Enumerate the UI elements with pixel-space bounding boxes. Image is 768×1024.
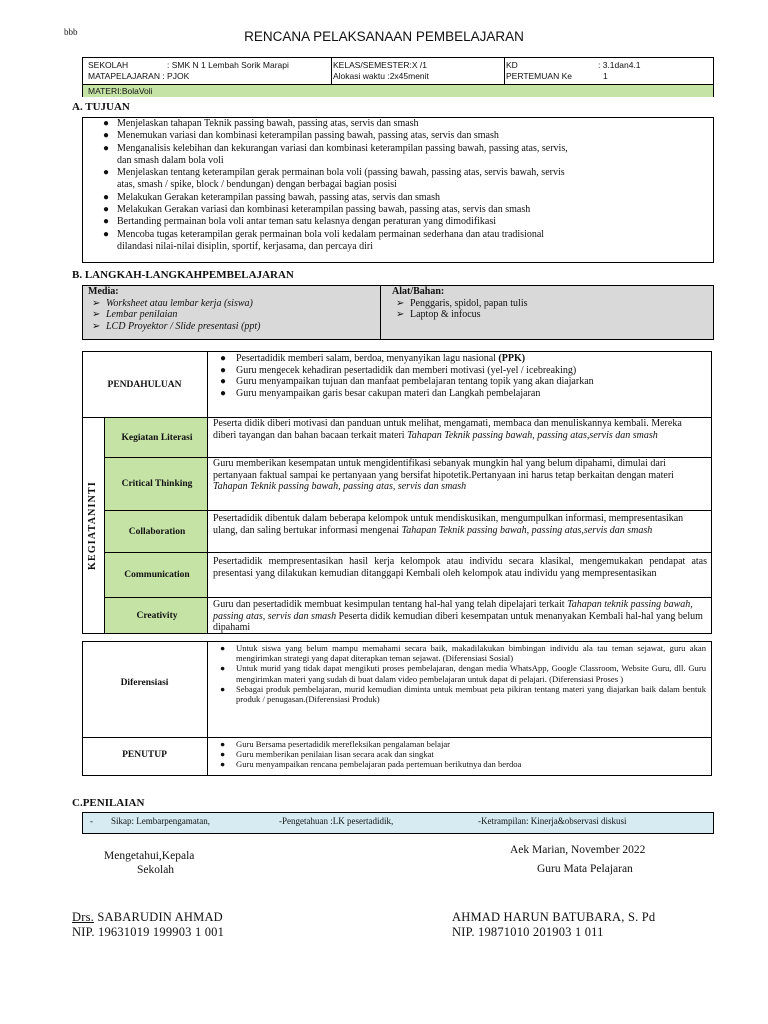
tujuan-item xyxy=(83,216,713,228)
list-item-text: LCD Proyektor / Slide presentasi (ppt) xyxy=(106,320,261,332)
list-item-text: Pesertadidik memberi salam, berdoa, menyanyikan lagu nasional xyxy=(236,353,496,364)
langkah-heading: B. LANGKAH-LANGKAHPEMBELAJARAN xyxy=(72,269,294,281)
bullet-icon: ● xyxy=(220,353,227,364)
collaboration-italic: Tahapan Teknik passing bawah, passing atas,servis dan smash xyxy=(401,524,653,536)
arrow-icon: ➢ xyxy=(92,309,101,320)
header-divider xyxy=(331,58,332,84)
kepala-name: SABARUDIN AHMAD xyxy=(97,910,223,924)
tujuan-item-text: atas, smash / spike, block / bendungan) dengan berbagai bagian posisi xyxy=(117,179,397,191)
literasi-body: Peserta didik diberi motivasi dan panduan untuk melihat, mengamati, membaca dan menuliskannya kembali. Mereka diberi tayangan dan bahan bacaan terkait materi xyxy=(213,418,682,441)
corner-mark: bbb xyxy=(64,27,78,37)
creativity-text xyxy=(213,599,707,634)
tujuan-item-text: Menganalisis kelebihan dan kekurangan variasi dan kombinasi keterampilan passing bawah, passing atas, servis, xyxy=(117,142,568,154)
media-divider xyxy=(380,286,381,339)
tujuan-item xyxy=(83,143,713,155)
materi-row xyxy=(83,84,713,97)
creativity-label: Creativity xyxy=(136,610,178,621)
guru-nip: NIP. 19871010 201903 1 011 xyxy=(452,925,604,939)
critical-body: Guru memberikan kesempatan untuk mengidentifikasi sebanyak mungkin hal yang belum dipahami, dimulai dari pertanyaan faktual sampai ke pertanyaan yang bersifat hipotetik.Pertanyaan ini harus tetap berkaitan dengan materi xyxy=(213,458,674,481)
tujuan-item xyxy=(83,229,713,241)
list-item-text: Untuk murid yang tidak dapat mengikuti proses pembelajaran, dengan media WhatsApp, Google Classroom, Website Guru, dll. Guru mengirimkan materi yang sudah di buat dalam video pembelajaran untuk dapat di pelajari. (Diferensiasi Proses ) xyxy=(236,663,706,684)
creativity-body-a: Guru dan pesertadidik membuat kesimpulan tentang hal-hal yang telah dipelajari terkait xyxy=(213,599,565,610)
mengetahui-line-2: Sekolah xyxy=(137,864,175,876)
bullet-icon: ● xyxy=(103,130,110,142)
tujuan-item xyxy=(83,179,713,191)
kd-value: : 3.1dan4.1 xyxy=(598,60,641,70)
bullet-icon: ● xyxy=(103,216,110,228)
list-item xyxy=(212,663,706,683)
tujuan-item xyxy=(83,192,713,204)
critical-label: Critical Thinking xyxy=(121,479,193,489)
guru-title: Guru Mata Pelajaran xyxy=(537,863,633,875)
creativity-body-b: Peserta didik kemudian diberi kesempatan untuk menanyakan Kembali hal-hal yang belum dipahami xyxy=(213,610,703,634)
list-item xyxy=(392,298,702,310)
col-divider xyxy=(207,737,208,776)
list-item-text: Penggaris, spidol, papan tulis xyxy=(410,297,528,309)
header-table xyxy=(82,57,714,97)
kelas: KELAS/SEMESTER:X /1 xyxy=(333,60,428,70)
col-divider xyxy=(207,351,208,418)
literasi-italic: Tahapan Teknik passing bawah, passing atas,servis dan smash xyxy=(407,429,658,441)
list-item-text: Guru Bersama pesertadidik merefleksikan pengalaman belajar xyxy=(236,739,451,749)
penutup-list xyxy=(212,739,706,770)
tujuan-item-text: Menjelaskan tentang keterampilan gerak permainan bola voli (passing bawah, passing atas, servis bawah, servis xyxy=(117,167,565,179)
pendahuluan-label: PENDAHULUAN xyxy=(107,379,182,390)
list-item xyxy=(88,309,378,321)
list-item xyxy=(88,321,378,333)
alokasi: Alokasi waktu :2x45menit xyxy=(333,71,429,81)
tujuan-item xyxy=(83,118,713,130)
list-item xyxy=(212,376,707,388)
kepala-name-line xyxy=(72,910,223,925)
inti-side-text: KEGIATANINTI xyxy=(87,480,99,571)
list-item xyxy=(212,643,706,663)
kd-label: KD xyxy=(506,60,518,70)
list-item xyxy=(212,684,706,704)
bullet-icon: ● xyxy=(220,376,227,388)
tujuan-item-text: Melakukan Gerakan keterampilan passing bawah, passing atas, servis dan smash xyxy=(117,191,440,203)
tujuan-item-text: dilandasi nilai-nilai disiplin, sportif, kerjasama, dan percaya diri xyxy=(117,240,374,252)
penilaian-heading: C.PENILAIAN xyxy=(72,797,145,809)
collaboration-body: Pesertadidik dibentuk dalam beberapa kelompok untuk mendiskusikan, mengumpulkan informasi, mempresentasikan ulang, dan saling bertukar informasi mengenai xyxy=(213,513,684,536)
bullet-icon: ● xyxy=(103,142,110,154)
tujuan-item-text: Bertanding permainan bola voli antar teman satu kelasnya dengan peraturan yang dimodifikasi xyxy=(117,216,497,228)
tujuan-item-text: Menjelaskan tahapan Teknik passing bawah, passing atas, servis dan smash xyxy=(117,118,419,129)
communication-text: Pesertadidik mempresentasikan hasil kerja kelompok atau individu secara klasikal, mengemukakan pendapat atas presentasi yang dilakukan kemudian ditanggapi Kembali oleh kelompok atau individu yang mempresentasikan xyxy=(213,556,707,579)
critical-italic: Tahapan Teknik passing bawah, passing atas, servis dan smash xyxy=(213,481,467,493)
collaboration-text xyxy=(213,513,707,536)
diferensiasi-list xyxy=(212,643,706,704)
tujuan-box xyxy=(82,117,714,263)
list-item-text: Untuk siswa yang belum mampu memahami secara baik, makadilakukan bimbingan individu ala tau teman sejawat, guru akan mengirimkan strategi yang dapat diterapkan teman sejawat. (Diferensiasi Sosial) xyxy=(236,643,706,664)
penilaian-sikap: Sikap: Lembarpengamatan, xyxy=(111,816,210,826)
list-item xyxy=(212,749,706,759)
list-item xyxy=(212,759,706,769)
sekolah-value: : SMK N 1 Lembah Sorik Marapi xyxy=(167,60,289,70)
mengetahui-line-1: Mengetahui,Kepala xyxy=(104,850,195,862)
creativity-italic: Tahapan teknik passing bawah, passing atas, servis dan smash xyxy=(213,599,693,622)
penilaian-pengetahuan: -Pengetahuan :LK pesertadidik, xyxy=(279,816,394,826)
collaboration-label: Collaboration xyxy=(128,526,186,537)
list-item xyxy=(212,739,706,749)
penilaian-dash: - xyxy=(90,816,93,826)
alat-label: Alat/Bahan: xyxy=(392,286,445,297)
pertemuan-label: PERTEMUAN Ke xyxy=(506,71,572,81)
list-item-text: Lembar penilaian xyxy=(106,309,178,320)
list-item-text: Sebagai produk pembelajaran, murid kemudian diminta untuk membuat peta pikiran tentang materi yang diajarkan baik dalam bentuk produk / penugasan.(Diferensiasi Produk) xyxy=(236,683,706,705)
penutup-label: PENUTUP xyxy=(122,750,167,760)
list-item xyxy=(392,309,702,321)
bullet-icon: ● xyxy=(220,643,226,653)
arrow-icon: ➢ xyxy=(92,320,101,332)
alat-column xyxy=(392,286,702,339)
tujuan-item xyxy=(83,155,713,167)
tujuan-item xyxy=(83,130,713,142)
media-box xyxy=(82,285,714,340)
bullet-icon: ● xyxy=(103,204,110,216)
tujuan-item xyxy=(83,204,713,216)
media-list xyxy=(88,298,378,333)
arrow-icon: ➢ xyxy=(396,309,405,320)
kepala-nip: NIP. 19631019 199903 1 001 xyxy=(72,925,225,939)
bullet-icon: ● xyxy=(220,739,226,749)
list-item-text: Worksheet atau lembar kerja (siswa) xyxy=(106,297,253,309)
arrow-icon: ➢ xyxy=(92,297,101,309)
penilaian-box xyxy=(82,812,714,834)
bullet-icon: ● xyxy=(220,759,226,770)
tujuan-item xyxy=(83,167,713,179)
tujuan-item xyxy=(83,241,713,253)
tujuan-heading: A. TUJUAN xyxy=(72,101,130,113)
header-divider xyxy=(504,58,505,84)
communication-label: Communication xyxy=(124,570,190,580)
list-item xyxy=(212,353,707,365)
diferensiasi-label: Diferensiasi xyxy=(120,678,169,688)
list-item xyxy=(212,365,707,377)
media-column xyxy=(88,286,378,339)
col-divider xyxy=(207,641,208,738)
kepala-prefix: Drs. xyxy=(72,910,94,924)
mapel: MATAPELAJARAN : PJOK xyxy=(88,71,190,81)
bullet-icon: ● xyxy=(220,387,227,399)
ppk-tag: (PPK) xyxy=(498,353,526,364)
list-item-text: Laptop & infocus xyxy=(410,309,481,320)
materi-text: MATERI:BolaVoli xyxy=(88,86,153,96)
pendahuluan-list xyxy=(212,353,707,399)
alat-list xyxy=(392,298,702,321)
bullet-icon: ● xyxy=(103,228,110,240)
tujuan-item-text: Menemukan variasi dan kombinasi keterampilan passing bawah, passing atas, servis dan smash xyxy=(117,130,499,142)
bullet-icon: ● xyxy=(220,663,226,674)
bullet-icon: ● xyxy=(220,364,227,376)
tujuan-item-text: Mencoba tugas keterampilan gerak permainan bola voli kedalam permainan sederhana dan atau tradisional xyxy=(117,228,545,240)
document-title: RENCANA PELAKSANAAN PEMBELAJARAN xyxy=(244,29,524,44)
kegiatan-table xyxy=(82,351,712,776)
list-item-text: Guru mengecek kehadiran pesertadidik dan memberi motivasi (yel-yel / icebreaking) xyxy=(236,364,577,376)
media-label: Media: xyxy=(88,286,119,297)
list-item xyxy=(88,298,378,310)
pertemuan-value: 1 xyxy=(603,71,608,81)
tujuan-list xyxy=(83,118,713,253)
bullet-icon: ● xyxy=(103,167,110,179)
critical-text xyxy=(213,458,707,493)
list-item-text: Guru menyampaikan tujuan dan manfaat pembelajaran tentang topik yang akan diajarkan xyxy=(236,376,594,388)
list-item-text: Guru menyampaikan garis besar cakupan materi dan Langkah pembelajaran xyxy=(236,387,541,399)
bullet-icon: ● xyxy=(103,118,110,129)
bullet-icon: ● xyxy=(220,749,226,760)
tujuan-item-text: Melakukan Gerakan variasi dan kombinasi keterampilan passing bawah, passing atas, servis dan smash xyxy=(117,204,531,216)
list-item xyxy=(212,388,707,400)
literasi-text xyxy=(213,418,707,441)
arrow-icon: ➢ xyxy=(396,297,405,309)
guru-name: AHMAD HARUN BATUBARA, S. Pd xyxy=(452,910,656,924)
bullet-icon: ● xyxy=(220,683,226,694)
place-date: Aek Marian, November 2022 xyxy=(510,844,646,856)
list-item-text: Guru memberikan penilaian lisan secara acak dan singkat xyxy=(236,749,434,760)
bullet-icon: ● xyxy=(103,191,110,203)
sekolah-label: SEKOLAH xyxy=(88,60,129,70)
inti-side-label xyxy=(82,417,104,634)
list-item-text: Guru menyampaikan rencana pembelajaran pada pertemuan berikutnya dan berdoa xyxy=(236,759,522,770)
literasi-label: Kegiatan Literasi xyxy=(121,432,193,443)
tujuan-item-text: dan smash dalam bola voli xyxy=(117,154,224,166)
penilaian-keterampilan: -Ketrampilan: Kinerja&observasi diskusi xyxy=(478,816,627,826)
